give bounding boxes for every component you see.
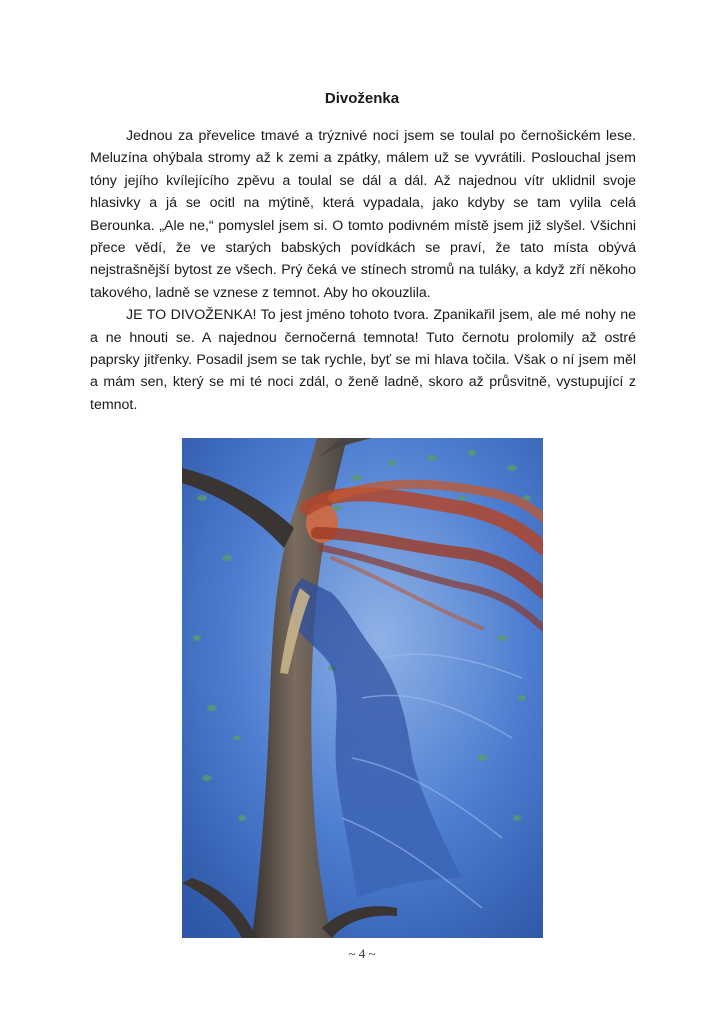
- page-number: ~ 4 ~: [348, 946, 376, 961]
- illustration-artwork: [182, 438, 543, 938]
- watercolor-illustration: [182, 438, 543, 938]
- paragraph-2: JE TO DIVOŽENKA! To jest jméno tohoto tvora. Zpanikařil jsem, ale mé nohy ne a ne hnouti se. A najednou černočerná temnota! Tuto černotu prolomily až ostré paprsky jitřenky. Posadil jsem se tak rychle, byť se mi hlava točila. Však o ní jsem měl a mám sen, který se mi té noci zdál, o ženě ladně, skoro až průsvitně, vystupující z temnot.: [90, 307, 636, 413]
- story-text: [90, 125, 636, 416]
- paragraph-1: Jednou za převelice tmavé a trýznivé noci jsem se toulal po černošickém lese. Meluzína ohýbala stromy až k zemi a zpátky, málem už se vyvrátili. Poslouchal jsem tóny jejího kvílejícího zpěvu a toulal se dál a dál. Až najednou vítr uklidnil svoje hlasivky a já se ocitl na mýtině, která vypadala, jako kdyby se tam vylila celá Berounka. „Ale ne,“ pomyslel jsem si. O tomto podivném místě jsem již slyšel. Všichni přece vědí, že ve starých babských povídkách se praví, že tato místa obývá nejstrašnější bytost ze všech. Prý čeká ve stínech stromů na tuláky, a když zří někoho takového, ladně se vznese z temnot. Aby ho okouzlila.: [90, 128, 636, 301]
- page-title: Divoženka: [324, 90, 400, 107]
